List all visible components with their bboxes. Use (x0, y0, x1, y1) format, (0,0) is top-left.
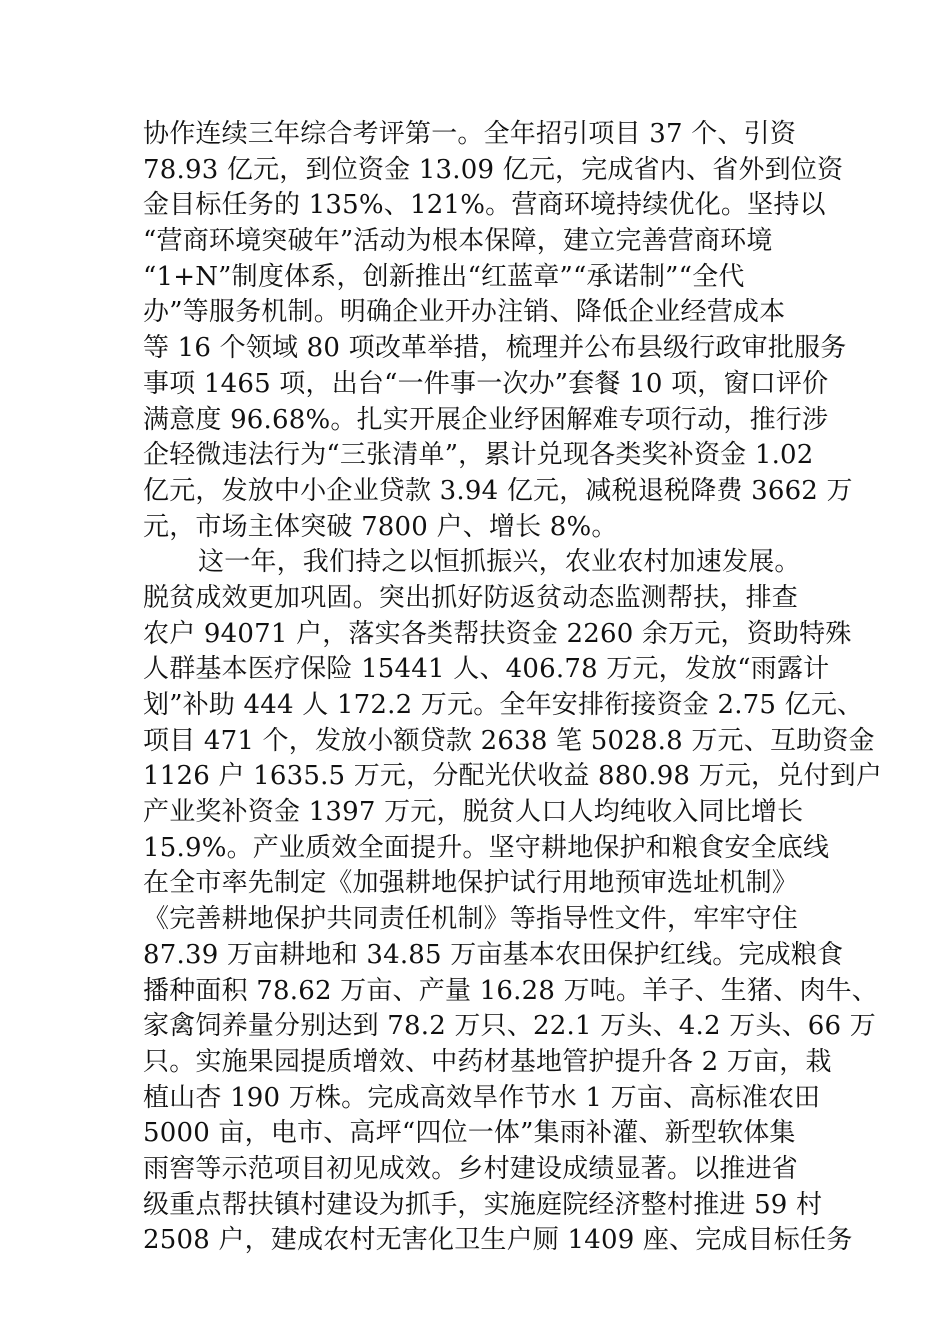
text-line: 87.39 万亩耕地和 34.85 万亩基本农田保护红线。完成粮食 (143, 939, 844, 970)
text-line: 满意度 96.68%。扎实开展企业纾困解难专项行动，推行涉 (143, 404, 829, 435)
text-line: 元，市场主体突破 7800 户、增长 8%。 (143, 511, 618, 542)
text-line: 植山杏 190 万株。完成高效旱作节水 1 万亩、高标准农田 (143, 1082, 821, 1113)
text-line: 雨窖等示范项目初见成效。乡村建设成绩显著。以推进省 (143, 1153, 799, 1184)
text-line: 级重点帮扶镇村建设为抓手，实施庭院经济整村推进 59 村 (143, 1189, 823, 1220)
text-line: 在全市率先制定《加强耕地保护试行用地预审选址机制》 (143, 868, 799, 899)
text-line: 项目 471 个，发放小额贷款 2638 笔 5028.8 万元、互助资金 (143, 725, 875, 756)
text-line: 家禽饲养量分别达到 78.2 万只、22.1 万头、4.2 万头、66 万 (143, 1011, 876, 1042)
text-line: 人群基本医疗保险 15441 人、406.78 万元，发放“雨露计 (143, 654, 830, 685)
text-line: 产业奖补资金 1397 万元，脱贫人口人均纯收入同比增长 (143, 797, 804, 828)
text-line: 亿元，发放中小企业贷款 3.94 亿元，减税退税降费 3662 万 (143, 475, 853, 506)
text-line: 这一年，我们持之以恒抓振兴，农业农村加速发展。 (198, 547, 801, 578)
text-line: 15.9%。产业质效全面提升。坚守耕地保护和粮食安全底线 (143, 832, 830, 863)
text-line: 事项 1465 项，出台“一件事一次办”套餐 10 项，窗口评价 (143, 368, 829, 399)
document-body (143, 117, 883, 1259)
text-line: “营商环境突破年”活动为根本保障，建立完善营商环境 (143, 226, 773, 257)
text-line: 《完善耕地保护共同责任机制》等指导性文件，牢牢守住 (143, 904, 799, 935)
text-line: 只。实施果园提质增效、中药材基地管护提升各 2 万亩，栽 (143, 1046, 832, 1077)
text-line: 78.93 亿元，到位资金 13.09 亿元，完成省内、省外到位资 (143, 154, 844, 185)
text-line: 等 16 个领域 80 项改革举措，梳理并公布县级行政审批服务 (143, 333, 847, 364)
text-line: 脱贫成效更加巩固。突出抓好防返贫动态监测帮扶，排查 (143, 582, 799, 613)
text-line: 协作连续三年综合考评第一。全年招引项目 37 个、引资 (143, 119, 797, 149)
text-line: 办”等服务机制。明确企业开办注销、降低企业经营成本 (143, 297, 786, 328)
paragraph (143, 117, 853, 545)
text-line: 企轻微违法行为“三张清单”，累计兑现各类奖补资金 1.02 (143, 440, 814, 471)
text-line: 5000 亩，电市、高坪“四位一体”集雨补灌、新型软体集 (143, 1118, 796, 1149)
text-line: 划”补助 444 人 172.2 万元。全年安排衔接资金 2.75 亿元、 (143, 690, 864, 720)
text-line: 农户 94071 户，落实各类帮扶资金 2260 余万元，资助特殊 (143, 618, 852, 649)
paragraph (143, 545, 883, 1259)
text-line: 金目标任务的 135%、121%。营商环境持续优化。坚持以 (143, 190, 826, 221)
text-line: 1126 户 1635.5 万元，分配光伏收益 880.98 万元，兑付到户 (143, 761, 883, 792)
text-line: 播种面积 78.62 万亩、产量 16.28 万吨。羊子、生猪、肉牛、 (143, 975, 878, 1006)
text-line: “1+N”制度体系，创新推出“红蓝章”“承诺制”“全代 (143, 261, 745, 292)
text-line: 2508 户，建成农村无害化卫生户厕 1409 座、完成目标任务 (143, 1225, 853, 1256)
